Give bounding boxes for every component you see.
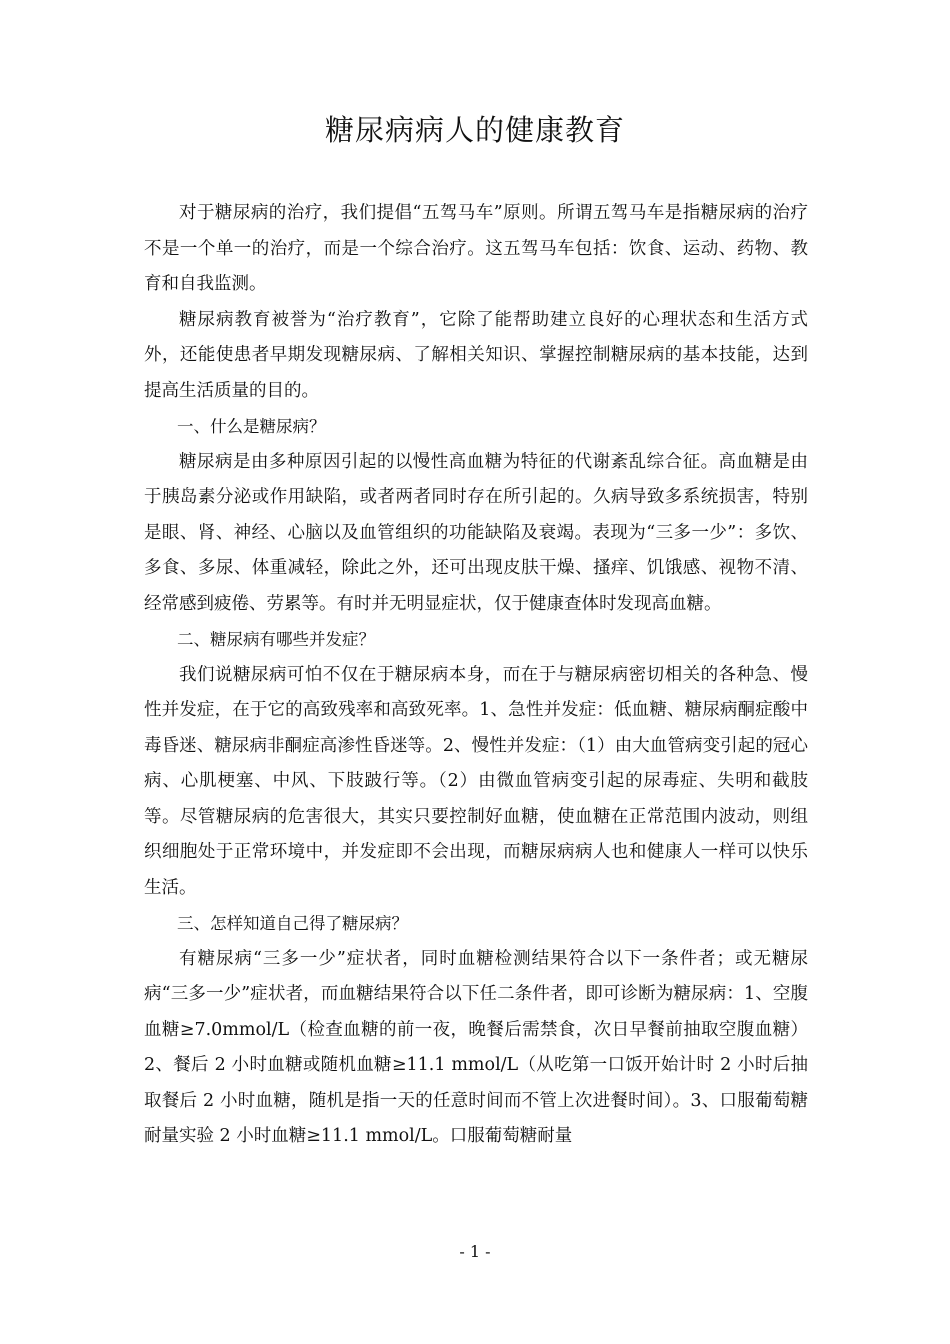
definition-paragraph: 糖尿病是由多种原因引起的以慢性高血糖为特征的代谢紊乱综合征。高血糖是由于胰岛素分泌或作用缺陷，或者两者同时存在所引起的。久病导致多系统损害，特别是眼、肾、神经、心脑以及血管组织的功能缺陷及衰竭。表现为“三多一少”：多饮、多食、多尿、体重减轻，除此之外，还可出现皮肤干燥、搔痒、饥饿感、视物不清、经常感到疲倦、劳累等。有时并无明显症状，仅于健康查体时发现高血糖。 (144, 451, 808, 614)
page-number: - 1 - (459, 1242, 491, 1261)
education-paragraph: 糖尿病教育被誉为“治疗教育”，它除了能帮助建立良好的心理状态和生活方式外，还能使患者早期发现糖尿病、了解相关知识、掌握控制糖尿病的基本技能，达到提高生活质量的目的。 (144, 309, 808, 401)
section-heading-2: 二、糖尿病有哪些并发症？ (177, 630, 375, 649)
document-body (144, 196, 808, 1155)
section-heading-3: 三、怎样知道自己得了糖尿病？ (177, 914, 408, 933)
intro-paragraph: 对于糖尿病的治疗，我们提倡“五驾马车”原则。所谓五驾马车是指糖尿病的治疗不是一个单一的治疗，而是一个综合治疗。这五驾马车包括：饮食、运动、药物、教育和自我监测。 (144, 203, 808, 294)
document-title: 糖尿病病人的健康教育 (324, 113, 625, 147)
section-heading-1: 一、什么是糖尿病？ (177, 417, 326, 436)
diagnosis-paragraph: 有糖尿病“三多一少”症状者，同时血糖检测结果符合以下一条件者；或无糖尿病“三多一少”症状者，而血糖结果符合以下任二条件者，即可诊断为糖尿病：1、空腹血糖≥7.0mmol/L（检查血糖的前一夜，晚餐后需禁食，次日早餐前抽取空腹血糖）2、餐后 2 小时血糖或随机血糖≥11.1 mmol/L（从吃第一口饭开始计时 2 小时后抽取餐后 2 小时血糖，随机是指一天的任意时间而不管上次进餐时间）。3、口服葡萄糖耐量实验 2 小时血糖≥11.1 mmol/L。口服葡萄糖耐量 (144, 948, 808, 1146)
complications-paragraph: 我们说糖尿病可怕不仅在于糖尿病本身，而在于与糖尿病密切相关的各种急、慢性并发症，在于它的高致残率和高致死率。1、急性并发症：低血糖、糖尿病酮症酸中毒昏迷、糖尿病非酮症高渗性昏迷等。2、慢性并发症：（1）由大血管病变引起的冠心病、心肌梗塞、中风、下肢跛行等。（2）由微血管病变引起的尿毒症、失明和截肢等。尽管糖尿病的危害很大，其实只要控制好血糖，使血糖在正常范围内波动，则组织细胞处于正常环境中，并发症即不会出现，而糖尿病病人也和健康人一样可以快乐生活。 (144, 664, 808, 898)
